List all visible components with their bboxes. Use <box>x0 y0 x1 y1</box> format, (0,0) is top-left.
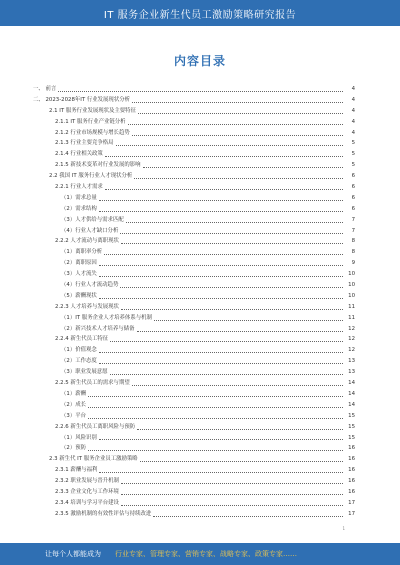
toc-entry[interactable] <box>33 226 355 237</box>
toc-leader-dots <box>137 331 343 332</box>
toc-leader-dots <box>99 211 343 212</box>
toc-entry-label: 一、 前言 <box>33 86 57 92</box>
toc-leader-dots <box>120 287 343 288</box>
toc-entry-label: （2）新兴技术人才培养与储备 <box>61 325 135 332</box>
toc-entry-label: 2.2.3 人才培养与发展现状 <box>55 303 119 310</box>
header-title: IT 服务企业新生代员工激励策略研究报告 <box>103 9 297 21</box>
toc-entry-page: 4 <box>351 129 355 136</box>
toc-entry[interactable] <box>33 128 355 139</box>
toc-entry-page: 8 <box>351 249 355 256</box>
toc-entry-page: 10 <box>348 282 355 289</box>
toc-entry-page: 16 <box>348 467 355 474</box>
toc-entry-page: 12 <box>348 347 355 354</box>
toc-entry-label: （1）薪酬 <box>61 390 86 397</box>
toc-entry[interactable] <box>33 236 355 247</box>
toc-leader-dots <box>143 167 343 168</box>
toc-entry-label: 2.3.1 薪酬与福利 <box>55 467 98 474</box>
toc-entry-label: 2.1.4 行业相关政策 <box>55 151 103 158</box>
toc-leader-dots <box>110 374 343 375</box>
toc-entry-page: 10 <box>348 271 355 278</box>
toc-entry-page: 6 <box>351 173 355 180</box>
page-title: 内容目录 <box>173 54 226 68</box>
toc-entry[interactable] <box>33 291 355 302</box>
toc-entry-label: （2）预防 <box>61 445 86 452</box>
toc-entry-page: 13 <box>348 358 355 365</box>
toc-entry-page: 4 <box>351 118 355 125</box>
toc-entry-page: 5 <box>351 151 355 158</box>
toc-entry[interactable] <box>33 443 355 454</box>
toc-leader-dots <box>121 483 343 484</box>
toc-entry[interactable] <box>33 411 355 422</box>
toc-entry-label: 2.3 新生代 IT 服务企业员工激励策略 <box>49 456 138 463</box>
toc-leader-dots <box>121 494 343 495</box>
toc-entry-page: 6 <box>351 184 355 191</box>
toc-leader-dots <box>132 102 343 103</box>
toc-entry-label: （2）成长 <box>61 401 86 408</box>
footer-roles: 行业专家、管理专家、营销专家、战略专家、政策专家…… <box>115 550 297 558</box>
footer-bar <box>0 543 400 565</box>
toc-entry-label: 2.3.3 企业文化与工作环境 <box>55 488 119 495</box>
toc-entry-page: 5 <box>351 140 355 147</box>
toc-entry-label: （2）离职原因 <box>61 260 97 267</box>
toc-entry[interactable] <box>33 269 355 280</box>
toc-leader-dots <box>140 461 343 462</box>
toc-entry-page: 6 <box>351 194 355 201</box>
toc-leader-dots <box>99 200 343 201</box>
toc-entry-page: 4 <box>351 107 355 114</box>
toc-entry-label: 2.1.1 IT 服务行业产业链分析 <box>55 118 126 125</box>
toc-leader-dots <box>99 265 343 266</box>
toc-leader-dots <box>88 450 343 451</box>
toc-leader-dots <box>121 309 343 310</box>
toc-leader-dots <box>126 222 343 223</box>
toc-entry-page: 11 <box>348 314 355 321</box>
toc-entry-page: 14 <box>348 390 355 397</box>
toc-entry[interactable] <box>33 433 355 444</box>
toc-entry-label: （1）IT 服务企业人才培养体系与机制 <box>61 314 152 321</box>
toc-entry-page: 14 <box>348 401 355 408</box>
toc-entry-page: 6 <box>351 205 355 212</box>
toc-entry-page: 11 <box>348 303 355 310</box>
table-of-contents <box>33 84 355 520</box>
toc-leader-dots <box>138 113 343 114</box>
toc-entry[interactable] <box>33 182 355 193</box>
toc-entry[interactable] <box>33 356 355 367</box>
toc-entry[interactable] <box>33 389 355 400</box>
toc-entry-label: 2.1.5 新技术变革对行业发展的影响 <box>55 162 141 169</box>
toc-entry-label: 2.1 IT 服务行业发展现状及主要特征 <box>49 107 136 114</box>
toc-entry[interactable] <box>33 247 355 258</box>
toc-entry-label: 2.2.5 新生代员工的需求与期望 <box>55 380 130 387</box>
toc-leader-dots <box>99 352 343 353</box>
toc-entry[interactable] <box>33 84 355 95</box>
toc-entry-page: 16 <box>348 456 355 463</box>
toc-leader-dots <box>128 124 343 125</box>
toc-entry[interactable] <box>33 334 355 345</box>
toc-leader-dots <box>58 91 343 92</box>
toc-entry-page: 7 <box>351 216 355 223</box>
toc-entry[interactable] <box>33 193 355 204</box>
footer-slogan: 让每个人都能成为 <box>45 550 101 558</box>
toc-entry[interactable] <box>33 149 355 160</box>
toc-entry-page: 17 <box>348 510 355 517</box>
toc-leader-dots <box>134 178 343 179</box>
toc-entry-label: （3）平台 <box>61 412 86 419</box>
toc-leader-dots <box>154 320 343 321</box>
toc-entry-label: （5）薪酬现状 <box>61 292 97 299</box>
toc-leader-dots <box>121 505 343 506</box>
toc-entry-page: 16 <box>348 488 355 495</box>
toc-entry[interactable] <box>33 378 355 389</box>
toc-entry[interactable] <box>33 324 355 335</box>
toc-entry-label: 2.2.2 人才流动与离职现状 <box>55 238 119 245</box>
toc-entry[interactable] <box>33 313 355 324</box>
toc-entry-label: 二、 2023-2028年IT 行业发展现状分析 <box>33 96 130 103</box>
toc-entry-page: 7 <box>351 227 355 234</box>
toc-entry-page: 17 <box>348 499 355 506</box>
toc-entry[interactable] <box>33 400 355 411</box>
toc-entry[interactable] <box>33 258 355 269</box>
toc-leader-dots <box>120 233 343 234</box>
toc-entry-label: 2.3.4 培训与学习平台建设 <box>55 499 119 506</box>
toc-entry-label: （4）行业人才缺口分析 <box>61 227 119 234</box>
toc-leader-dots <box>99 363 343 364</box>
toc-entry-label: 2.1.3 行业主要竞争格局 <box>55 140 114 147</box>
toc-entry-page: 12 <box>348 336 355 343</box>
toc-leader-dots <box>88 407 343 408</box>
toc-entry-label: （1）价值观念 <box>61 347 97 354</box>
toc-entry[interactable] <box>33 160 355 171</box>
toc-leader-dots <box>99 439 343 440</box>
toc-entry[interactable] <box>33 367 355 378</box>
toc-entry-label: （3）职业发展意愿 <box>61 369 108 376</box>
toc-entry[interactable] <box>33 422 355 433</box>
toc-leader-dots <box>137 429 343 430</box>
toc-entry[interactable] <box>33 117 355 128</box>
toc-entry-label: （1）需求总量 <box>61 194 97 201</box>
toc-entry[interactable] <box>33 280 355 291</box>
toc-leader-dots <box>99 298 343 299</box>
toc-entry-page: 8 <box>351 238 355 245</box>
toc-entry[interactable] <box>33 215 355 226</box>
toc-leader-dots <box>88 396 343 397</box>
toc-entry-label: 2.2.6 新生代员工离职风险与预防 <box>55 423 136 430</box>
toc-entry-label: 2.2.4 新生代员工特征 <box>55 336 109 343</box>
toc-leader-dots <box>99 472 343 473</box>
toc-entry[interactable] <box>33 465 355 476</box>
toc-leader-dots <box>110 341 343 342</box>
toc-entry-page: 16 <box>348 478 355 485</box>
toc-entry-label: 2.2 我国 IT 服务行业人才现状分析 <box>49 173 133 180</box>
toc-entry[interactable] <box>33 302 355 313</box>
page-number: 1 <box>342 526 345 531</box>
toc-entry[interactable] <box>33 204 355 215</box>
toc-leader-dots <box>88 418 343 419</box>
toc-leader-dots <box>104 254 343 255</box>
toc-entry-page: 10 <box>348 292 355 299</box>
toc-leader-dots <box>105 189 343 190</box>
toc-entry-page: 15 <box>348 423 355 430</box>
toc-entry-page: 5 <box>351 162 355 169</box>
toc-entry-label: （1）离职率分析 <box>61 249 103 256</box>
toc-entry-page: 13 <box>348 369 355 376</box>
toc-entry[interactable] <box>33 498 355 509</box>
toc-entry-page: 15 <box>348 434 355 441</box>
toc-entry[interactable] <box>33 171 355 182</box>
toc-leader-dots <box>105 156 343 157</box>
toc-entry-label: 2.1.2 行业市场规模与增长趋势 <box>55 129 130 136</box>
toc-entry[interactable] <box>33 106 355 117</box>
toc-entry-label: 2.3.5 激励机制的有效性评估与持续改进 <box>55 510 152 517</box>
toc-entry-page: 14 <box>348 380 355 387</box>
toc-entry-page: 4 <box>351 86 355 92</box>
toc-entry[interactable] <box>33 454 355 465</box>
toc-leader-dots <box>116 145 343 146</box>
toc-entry[interactable] <box>33 138 355 149</box>
toc-entry[interactable] <box>33 476 355 487</box>
toc-entry[interactable] <box>33 487 355 498</box>
toc-entry-label: （3）人才流失 <box>61 271 97 278</box>
toc-entry-label: （1）风险识别 <box>61 434 97 441</box>
toc-entry-label: （2）需求结构 <box>61 205 97 212</box>
toc-entry[interactable] <box>33 509 355 520</box>
toc-entry[interactable] <box>33 95 355 106</box>
toc-leader-dots <box>132 385 343 386</box>
toc-entry-label: 2.2.1 行业人才需求 <box>55 184 103 191</box>
toc-entry-label: 2.3.2 职业发展与晋升机制 <box>55 478 119 485</box>
toc-entry-label: （2）工作态度 <box>61 358 97 365</box>
toc-leader-dots <box>99 276 343 277</box>
toc-entry-page: 15 <box>348 412 355 419</box>
toc-leader-dots <box>132 135 343 136</box>
toc-leader-dots <box>121 243 343 244</box>
toc-entry-label: （4）行业人才流动趋势 <box>61 282 119 289</box>
toc-entry[interactable] <box>33 345 355 356</box>
toc-leader-dots <box>153 516 343 517</box>
header-bar <box>0 0 400 26</box>
toc-entry-page: 4 <box>351 96 355 103</box>
toc-entry-page: 16 <box>348 445 355 452</box>
toc-entry-page: 12 <box>348 325 355 332</box>
toc-entry-label: （3）人才供给与需求匹配 <box>61 216 124 223</box>
toc-entry-page: 9 <box>351 260 355 267</box>
